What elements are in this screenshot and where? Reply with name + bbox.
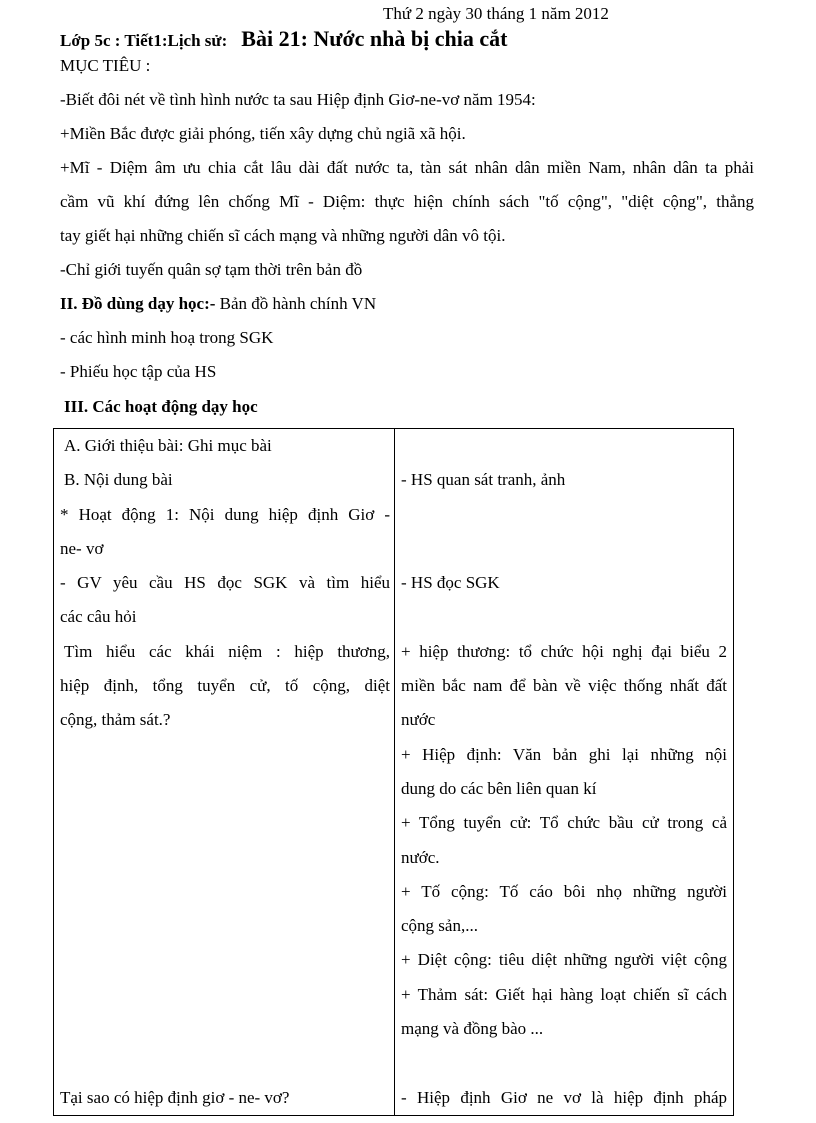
student-line: - Hiệp định Giơ ne vơ là hiệp định pháp (401, 1087, 727, 1107)
objective-line: +Mĩ - Diệm âm ưu chia cắt lâu dài đất nước ta, tàn sát nhân dân miền Nam, nhân dân ta phải (60, 158, 754, 177)
teacher-line (60, 943, 390, 977)
class-label: Lớp 5c : Tiết1:Lịch sử: (60, 31, 228, 50)
objective-line: +Miền Bắc được giải phóng, tiến xây dựng chủ ngiã xã hội. (60, 124, 466, 143)
student-line: + Thảm sát: Giết hại hàng loạt chiến sĩ cách (401, 984, 727, 1004)
student-line (401, 1046, 727, 1080)
objective-line: cầm vũ khí đứng lên chống Mĩ - Diệm: thực hiện chính sách "tố cộng", "diệt cộng", thẳng (60, 192, 754, 211)
teacher-line: các câu hỏi (60, 607, 137, 627)
materials-item: - các hình minh hoạ trong SGK (60, 328, 274, 347)
objectives-heading: MỤC TIÊU : (60, 56, 151, 75)
student-column (395, 429, 734, 1116)
materials-first: Bản đồ hành chính VN (215, 294, 377, 313)
teacher-line: cộng, thảm sát.? (60, 710, 171, 730)
objective-line: tay giết hại những chiến sĩ cách mạng và những người dân vô tội. (60, 226, 506, 245)
student-line (401, 429, 727, 463)
materials-line (60, 294, 376, 314)
student-line: cộng sản,... (401, 916, 478, 936)
teacher-line (60, 978, 390, 1012)
teacher-line (60, 738, 390, 772)
materials-heading: II. Đồ dùng dạy học:- (60, 294, 216, 313)
teacher-line: - GV yêu cầu HS đọc SGK và tìm hiểu (60, 573, 390, 593)
student-line (401, 498, 727, 532)
activities-heading: III. Các hoạt động dạy học (64, 397, 258, 416)
teacher-line (60, 909, 390, 943)
student-line: + Hiệp định: Văn bản ghi lại những nội (401, 744, 727, 764)
teacher-line: ne- vơ (60, 538, 104, 558)
materials-item: - Phiếu học tập của HS (60, 362, 217, 381)
student-line: miền bắc nam để bàn về việc thống nhất đất (401, 676, 727, 696)
objective-line: -Biết đôi nét về tình hình nước ta sau Hiệp định Giơ-ne-vơ năm 1954: (60, 90, 536, 109)
teacher-line: B. Nội dung bài (64, 470, 173, 490)
lesson-date: Thứ 2 ngày 30 tháng 1 năm 2012 (383, 4, 609, 23)
lesson-title: Bài 21: Nước nhà bị chia cắt (241, 26, 508, 51)
student-line: nước. (401, 847, 440, 867)
teacher-line: hiệp định, tổng tuyển cử, tố cộng, diệt (60, 676, 390, 696)
teacher-column (54, 429, 395, 1116)
teacher-line (60, 841, 390, 875)
teacher-line (60, 1012, 390, 1046)
teacher-line (60, 806, 390, 840)
student-line: nước (401, 710, 436, 730)
student-line: dung do các bên liên quan kí (401, 778, 597, 798)
student-line: + hiệp thương: tổ chức hội nghị đại biểu 2 (401, 641, 727, 661)
teacher-line (60, 772, 390, 806)
activities-table (53, 428, 734, 1116)
teacher-line: * Hoạt động 1: Nội dung hiệp định Giơ - (60, 504, 390, 524)
teacher-line: Tìm hiểu các khái niệm : hiệp thương, (64, 641, 390, 661)
student-line: mạng và đồng bào ... (401, 1019, 544, 1039)
student-line: + Diệt cộng: tiêu diệt những người việt cộng (401, 950, 727, 970)
student-line (401, 600, 727, 634)
title-line (60, 26, 507, 52)
student-line (401, 532, 727, 566)
teacher-line: Tại sao có hiệp định giơ - ne- vơ? (60, 1087, 290, 1107)
table-row (54, 429, 734, 1116)
teacher-line (60, 1046, 390, 1080)
student-line: - HS quan sát tranh, ảnh (401, 470, 566, 490)
student-line: + Tố cộng: Tố cáo bôi nhọ những người (401, 881, 727, 901)
student-line: - HS đọc SGK (401, 573, 500, 593)
objective-line: -Chỉ giới tuyến quân sợ tạm thời trên bản đồ (60, 260, 363, 279)
teacher-line (60, 875, 390, 909)
student-line: + Tổng tuyển cử: Tổ chức bầu cử trong cả (401, 813, 727, 833)
teacher-line: A. Giới thiệu bài: Ghi mục bài (64, 436, 272, 455)
